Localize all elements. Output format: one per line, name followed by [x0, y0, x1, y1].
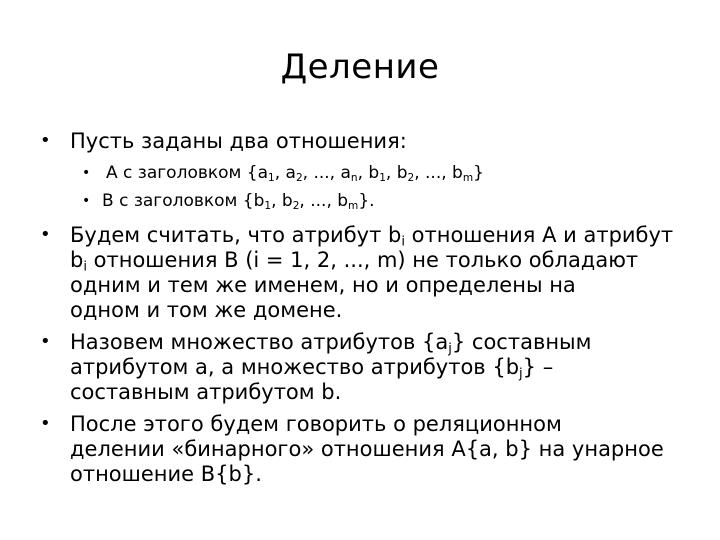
bullet-2-line-2: $b_i$ отношения B (i = 1, 2, ..., m) не только обладают [70, 248, 639, 275]
sub-bullet-1-text: A с заголовком {$a_1$, $a_2$, ..., $a_n$, $b_1$, $b_2$, ..., $b_m$} [106, 163, 484, 184]
bullet-2-line-1: Будем считать, что атрибут $b_i$ отношения A и атрибут [70, 223, 674, 250]
sub-bullet-2-text: B с заголовком {$b_1$, $b_2$, ..., $b_m$}. [102, 191, 375, 212]
bullet-3-line-3: составным атрибутом b. [70, 380, 342, 404]
sub-bullet-icon: • [82, 165, 91, 181]
bullet-3-line-1: Назовем множество атрибутов $\{a_j\}$ составным [70, 330, 592, 357]
bullet-2-line-4: одном и том же домене. [70, 298, 343, 322]
bullet-icon: • [40, 413, 51, 434]
bullet-4-line-3: отношение B{b}. [70, 462, 262, 486]
bullet-4-line-1: После этого будем говорить о реляционном [70, 412, 562, 436]
bullet-icon: • [40, 331, 51, 352]
slide-title: Деление [280, 47, 440, 87]
bullet-1-text: Пусть заданы два отношения: [70, 129, 407, 153]
bullet-icon: • [40, 224, 51, 245]
bullet-icon: • [40, 130, 51, 151]
bullet-2-line-3: одним и тем же именем, но и определены на [70, 273, 576, 297]
sub-bullet-icon: • [82, 193, 91, 209]
bullet-3-line-2: атрибутом a, а множество атрибутов $\{b_j\}$ – [70, 355, 554, 382]
bullet-4-line-2: делении «бинарного» отношения A{a, b} на унарное [70, 437, 664, 461]
